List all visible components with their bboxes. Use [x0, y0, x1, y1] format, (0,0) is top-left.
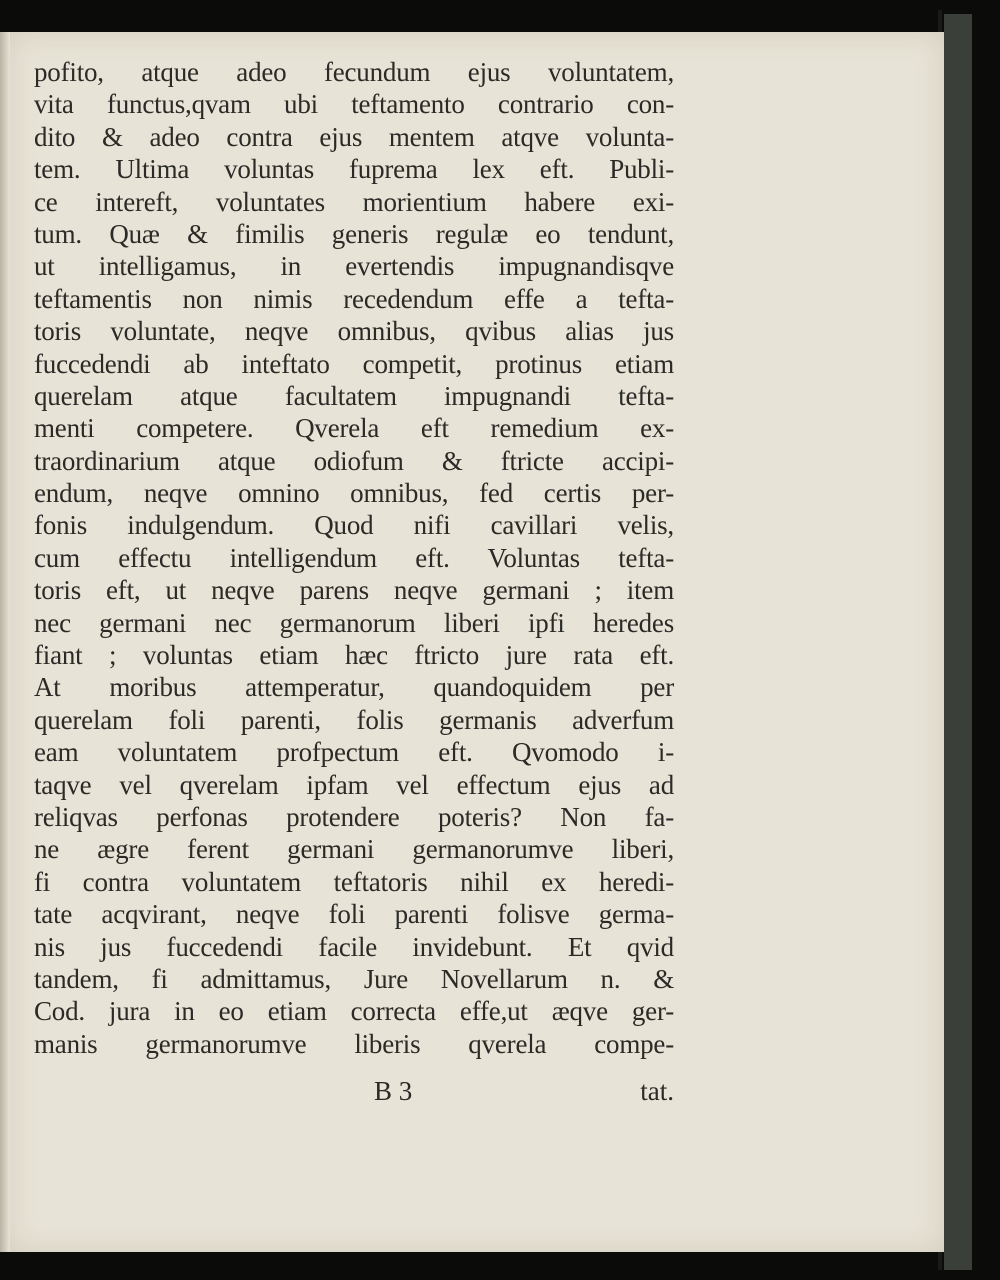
text-line: pofito, atque adeo fecundum ejus voluntatem,: [34, 57, 674, 87]
text-line: fi contra voluntatem teftatoris nihil ex heredi-: [34, 866, 674, 897]
text-line: At moribus attemperatur, quandoquidem per: [34, 672, 674, 703]
text-line: ne ægre ferent germani germanorumve liberi,: [34, 834, 674, 865]
text-line: nis jus fuccedendi facile invidebunt. Et qvid: [34, 931, 674, 962]
text-line: menti competere. Qverela eft remedium ex-: [34, 413, 674, 444]
text-line: ce intereft, voluntates morientium habere exi-: [34, 186, 674, 217]
text-line: cum effectu intelligendum eft. Voluntas tefta-: [34, 542, 674, 573]
text-line: tum. Quæ & fimilis generis regulæ eo tendunt,: [34, 218, 674, 249]
scanner-background-strip: [944, 14, 972, 1270]
text-line: taqve vel qverelam ipfam vel effectum ejus ad: [34, 769, 674, 800]
text-line: tem. Ultima voluntas fuprema lex eft. Publi-: [34, 154, 674, 185]
text-line: eam voluntatem profpectum eft. Qvomodo i-: [34, 737, 674, 768]
text-line: fonis indulgendum. Quod nifi cavillari velis,: [34, 510, 674, 541]
text-line: tandem, fi admittamus, Jure Novellarum n. &: [34, 963, 674, 994]
text-line: toris eft, ut neqve parens neqve germani ; item: [34, 575, 674, 606]
text-line: querelam atque facultatem impugnandi tefta-: [34, 380, 674, 411]
text-line: endum, neqve omnino omnibus, fed certis per-: [34, 478, 674, 509]
catchword: tat.: [640, 1076, 674, 1106]
text-line: teftamentis non nimis recedendum effe a tefta-: [34, 283, 674, 314]
text-line: nec germani nec germanorum liberi ipfi heredes: [34, 607, 674, 638]
text-line: vita functus,qvam ubi teftamento contrario con-: [34, 89, 674, 120]
text-line: ut intelligamus, in evertendis impugnandisqve: [34, 251, 674, 282]
text-line: querelam foli parenti, folis germanis adverfum: [34, 704, 674, 735]
text-line: toris voluntate, neqve omnibus, qvibus alias jus: [34, 316, 674, 347]
text-line: Cod. jura in eo etiam correcta effe,ut æqve ger-: [34, 996, 674, 1027]
text-line: traordinarium atque odiofum & ftricte accipi-: [34, 445, 674, 476]
page-footer: [34, 1076, 674, 1110]
signature-mark: B 3: [374, 1076, 413, 1106]
text-line: fuccedendi ab inteftato competit, protinus etiam: [34, 348, 674, 379]
text-line: manis germanorumve liberis qverela compe-: [34, 1028, 674, 1059]
text-line: tate acqvirant, neqve foli parenti folisve germa-: [34, 899, 674, 930]
text-line: dito & adeo contra ejus mentem atqve volunta-: [34, 121, 674, 152]
text-line: reliqvas perfonas protendere poteris? Non fa-: [34, 801, 674, 832]
body-text: [34, 56, 674, 1060]
text-line: fiant ; voluntas etiam hæc ftricto jure rata eft.: [34, 640, 674, 671]
page-gutter: [0, 32, 10, 1252]
